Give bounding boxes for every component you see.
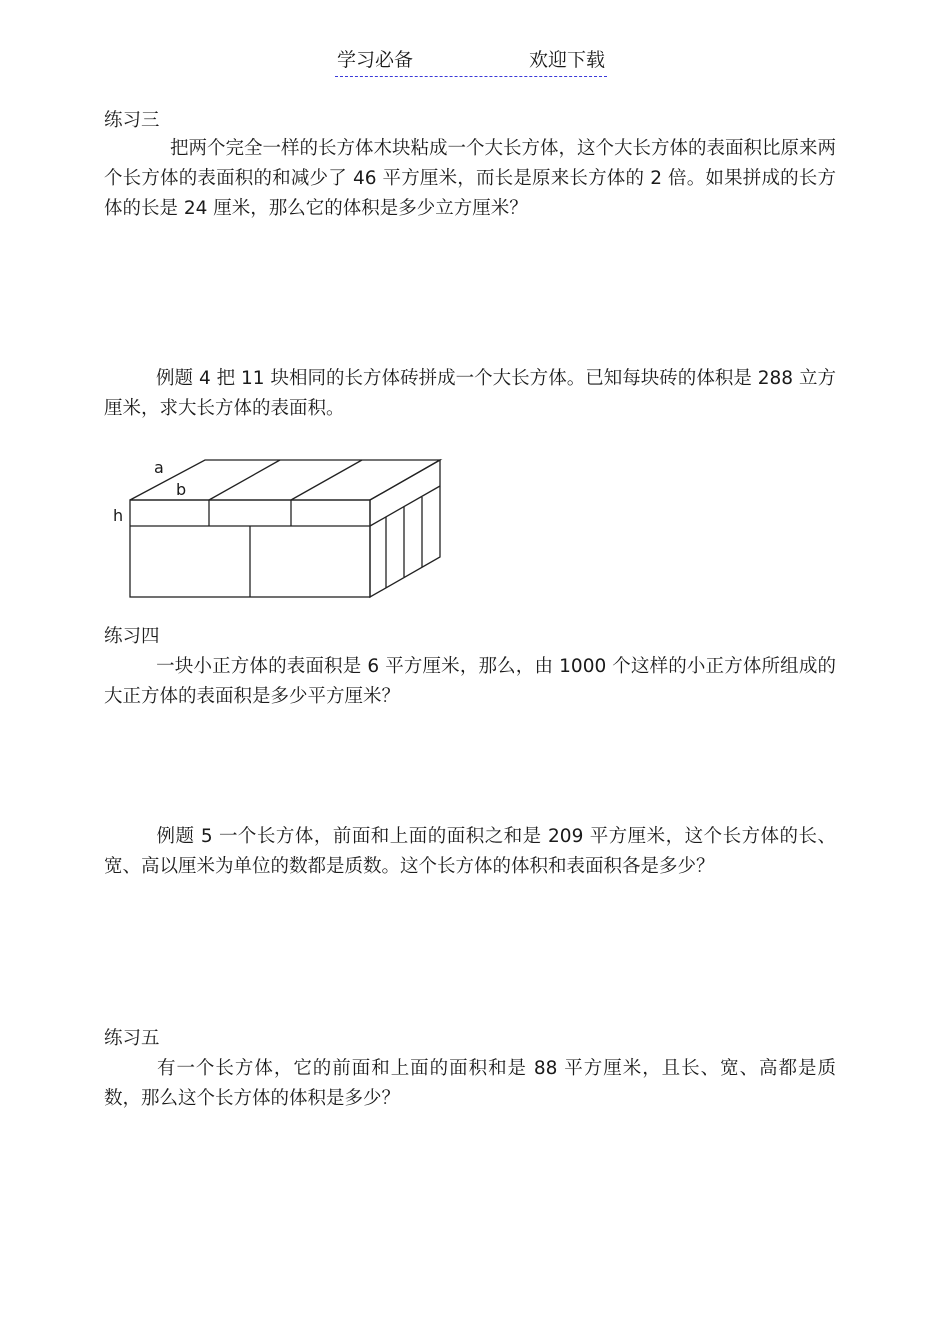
brick-cuboid-figure xyxy=(104,455,449,605)
exercise-5-text: 有一个长方体，它的前面和上面的面积和是 88 平方厘米，且长、宽、高都是质数，那么这个长方体的体积是多少？ xyxy=(104,1058,836,1109)
exercise-3-block xyxy=(104,134,836,224)
exercise-3-text: 把两个完全一样的长方体木块粘成一个大长方体，这个大长方体的表面积比原来两个长方体的表面积的和减少了 46 平方厘米，而长是原来长方体的 2 倍。如果拼成的长方体的长是 24 厘米，那么它的体积是多少立方厘米？ xyxy=(104,138,837,219)
exercise-5-block xyxy=(104,1054,836,1114)
label-a: a xyxy=(154,458,164,477)
exercise-4-block xyxy=(104,652,836,712)
header-left-text: 学习必备 xyxy=(337,49,414,71)
exercise-4-text: 一块小正方体的表面积是 6 平方厘米，那么，由 1000 个这样的小正方体所组成的大正方体的表面积是多少平方厘米？ xyxy=(104,656,836,707)
side-face xyxy=(370,460,440,597)
header-right-text: 欢迎下载 xyxy=(528,49,605,71)
label-b: b xyxy=(176,480,187,499)
example-4-block xyxy=(104,364,836,424)
exercise-3-label: 练习三 xyxy=(104,110,160,131)
cuboid-diagram xyxy=(104,455,449,605)
page-header xyxy=(335,46,607,77)
label-h: h xyxy=(113,506,124,525)
side-top-row-line xyxy=(370,486,440,526)
example-5-block xyxy=(104,822,836,882)
top-divider-2 xyxy=(291,460,362,500)
top-divider-1 xyxy=(209,460,280,500)
exercise-5-label: 练习五 xyxy=(104,1028,160,1049)
example-4-text: 例题 4 把 11 块相同的长方体砖拼成一个大长方体。已知每块砖的体积是 288 立方厘米，求大长方体的表面积。 xyxy=(104,368,836,419)
exercise-4-label: 练习四 xyxy=(104,626,160,647)
example-5-text: 例题 5 一个长方体，前面和上面的面积之和是 209 平方厘米，这个长方体的长、宽、高以厘米为单位的数都是质数。这个长方体的体积和表面积各是多少？ xyxy=(104,826,836,877)
